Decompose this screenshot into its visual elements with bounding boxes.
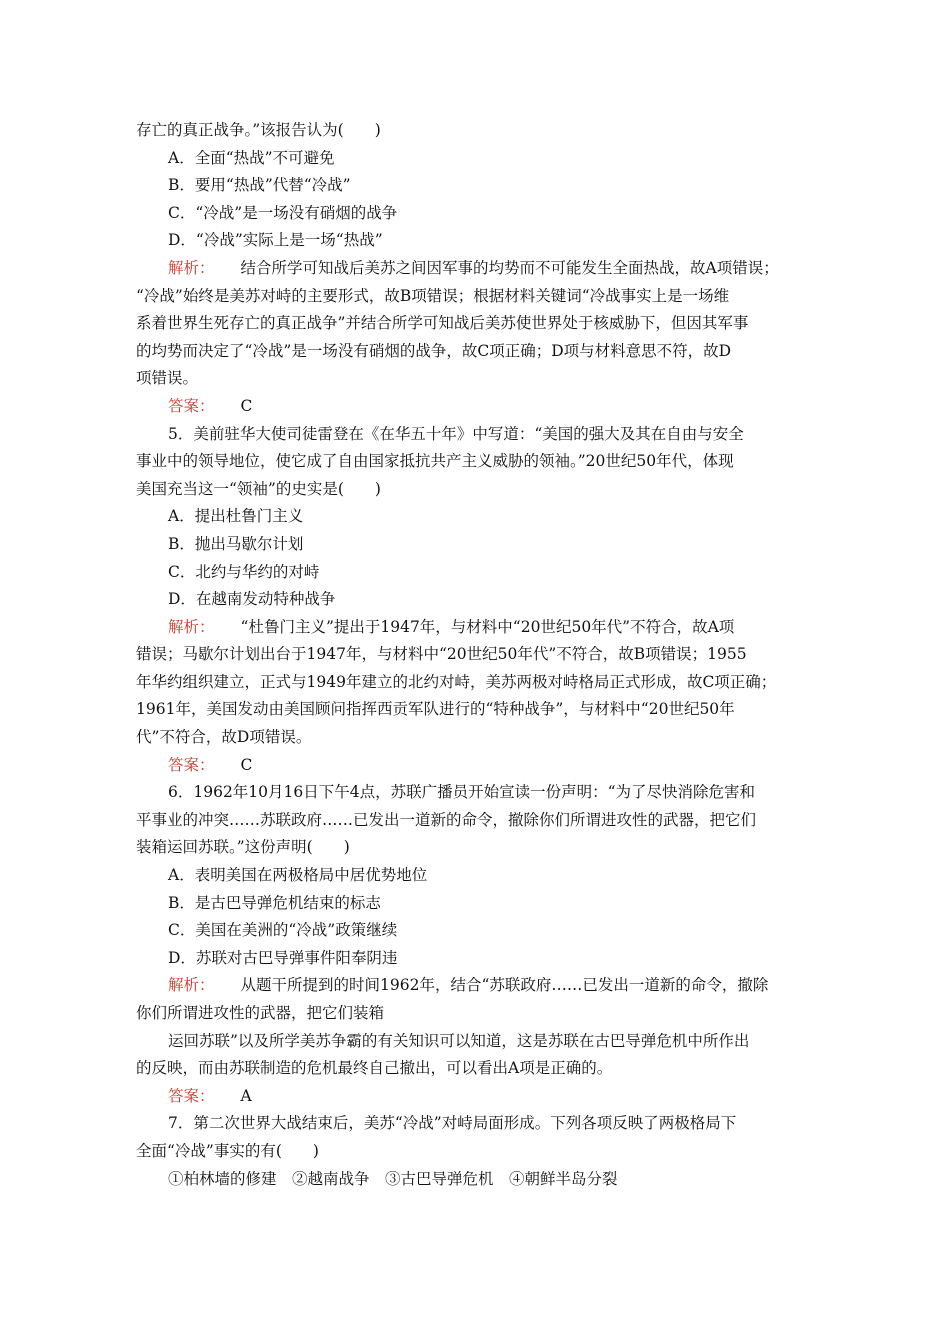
answer-label: 答案： [168, 755, 215, 774]
q6-option-d: D．苏联对古巴导弹事件阳奉阴违 [168, 948, 398, 967]
q6-option-b: B．是古巴导弹危机结束的标志 [168, 893, 381, 912]
answer-label: 答案： [168, 396, 215, 415]
q6-analysis-line: 运回苏联”以及所学美苏争霸的有关知识可以知道，这是苏联在古巴导弹危机中所作出 [168, 1031, 750, 1050]
q6-stem: 平事业的冲突……苏联政府……已发出一道新的命令，撤除你们所谓进攻性的武器，把它们 [136, 810, 757, 829]
answer-value: C [240, 396, 253, 415]
q6-analysis-line: 你们所谓进攻性的武器，把它们装箱 [136, 1004, 385, 1022]
q6-answer [136, 1083, 816, 1111]
q4-option-c: C．“冷战”是一场没有硝烟的战争 [168, 203, 398, 222]
q5-analysis-line: 代”不符合，故D项错误。 [136, 728, 312, 747]
q6-analysis-line: 的反映，而由苏联制造的危机最终自己撤出，可以看出A项是正确的。 [136, 1059, 613, 1078]
q4-analysis-line: 系着世界生死存亡的真正战争”并结合所学可知战后美苏使世界处于核威胁下，但因其军事 [136, 314, 749, 333]
q6-option-a: A．表明美国在两极格局中居优势地位 [168, 866, 428, 885]
q7-stem: 全面“冷战”事实的有( ) [136, 1141, 319, 1160]
q5-option-b: B．抛出马歇尔计划 [168, 534, 304, 553]
q5-option-c: C．北约与华约的对峙 [168, 562, 320, 581]
q4-answer [136, 393, 816, 421]
q5-analysis-line: 1961年，美国发动由美国顾问指挥西贡军队进行的“特种战争”，与材料中“20世纪50年 [136, 700, 735, 719]
analysis-label: 解析： [168, 617, 215, 636]
analysis-text: 结合所学可知战后美苏之间因军事的均势而不可能发生全面热战，故A项错误； [240, 258, 779, 277]
analysis-label: 解析： [168, 258, 215, 277]
analysis-text: 从题干所提到的时间1962年，结合“苏联政府……已发出一道新的命令，撤除 [240, 976, 769, 995]
q5-stem: 5．美前驻华大使司徒雷登在《在华五十年》中写道：“美国的强大及其在自由与安全 [168, 424, 744, 443]
q5-analysis-line [136, 614, 816, 642]
q4-analysis-line: 的均势而决定了“冷战”是一场没有硝烟的战争，故C项正确；D项与材料意思不符，故D [136, 341, 732, 360]
q4-option-d: D．“冷战”实际上是一场“热战” [168, 231, 383, 250]
q5-option-a: A．提出杜鲁门主义 [168, 507, 304, 526]
q5-analysis-line: 年华约组织建立，正式与1949年建立的北约对峙，美苏两极对峙格局正式形成，故C项正确； [136, 672, 777, 691]
q4-option-a: A．全面“热战”不可避免 [168, 148, 335, 167]
document-content [136, 117, 816, 1193]
q5-answer [136, 752, 816, 780]
q4-analysis-line: 项错误。 [136, 369, 199, 388]
q6-option-c: C．美国在美洲的“冷战”政策继续 [168, 921, 398, 940]
q6-stem: 6．1962年10月16日下午4点，苏联广播员开始宣读一份声明：“为了尽快消除危害和 [168, 783, 756, 802]
q5-stem: 美国充当这一“领袖”的史实是( ) [136, 479, 381, 498]
analysis-label: 解析： [168, 976, 215, 995]
answer-value: C [240, 755, 253, 774]
analysis-text: “杜鲁门主义”提出于1947年，与材料中“20世纪50年代”不符合，故A项 [240, 617, 735, 636]
q5-analysis-line: 错误；马歇尔计划出台于1947年，与材料中“20世纪50年代”不符合，故B项错误；1955 [136, 645, 747, 664]
q6-analysis-line [136, 972, 816, 1000]
q4-analysis-line [136, 255, 816, 283]
q7-items: ①柏林墙的修建 ②越南战争 ③古巴导弹危机 ④朝鲜半岛分裂 [168, 1169, 618, 1188]
q4-option-b: B．要用“热战”代替“冷战” [168, 176, 351, 195]
q4-stem-tail: 存亡的真正战争。”该报告认为( ) [136, 121, 381, 139]
q5-option-d: D．在越南发动特种战争 [168, 590, 336, 609]
q5-stem: 事业中的领导地位，使它成了自由国家抵抗共产主义威胁的领袖。”20世纪50年代，体现 [136, 452, 734, 471]
q7-stem: 7．第二次世界大战结束后，美苏“冷战”对峙局面形成。下列各项反映了两极格局下 [168, 1114, 737, 1133]
answer-value: A [240, 1086, 252, 1105]
answer-label: 答案： [168, 1086, 215, 1105]
q4-analysis-line: “冷战”始终是美苏对峙的主要形式，故B项错误；根据材料关键词“冷战事实上是一场维 [136, 286, 730, 305]
q6-stem: 装箱运回苏联。”这份声明( ) [136, 838, 350, 857]
